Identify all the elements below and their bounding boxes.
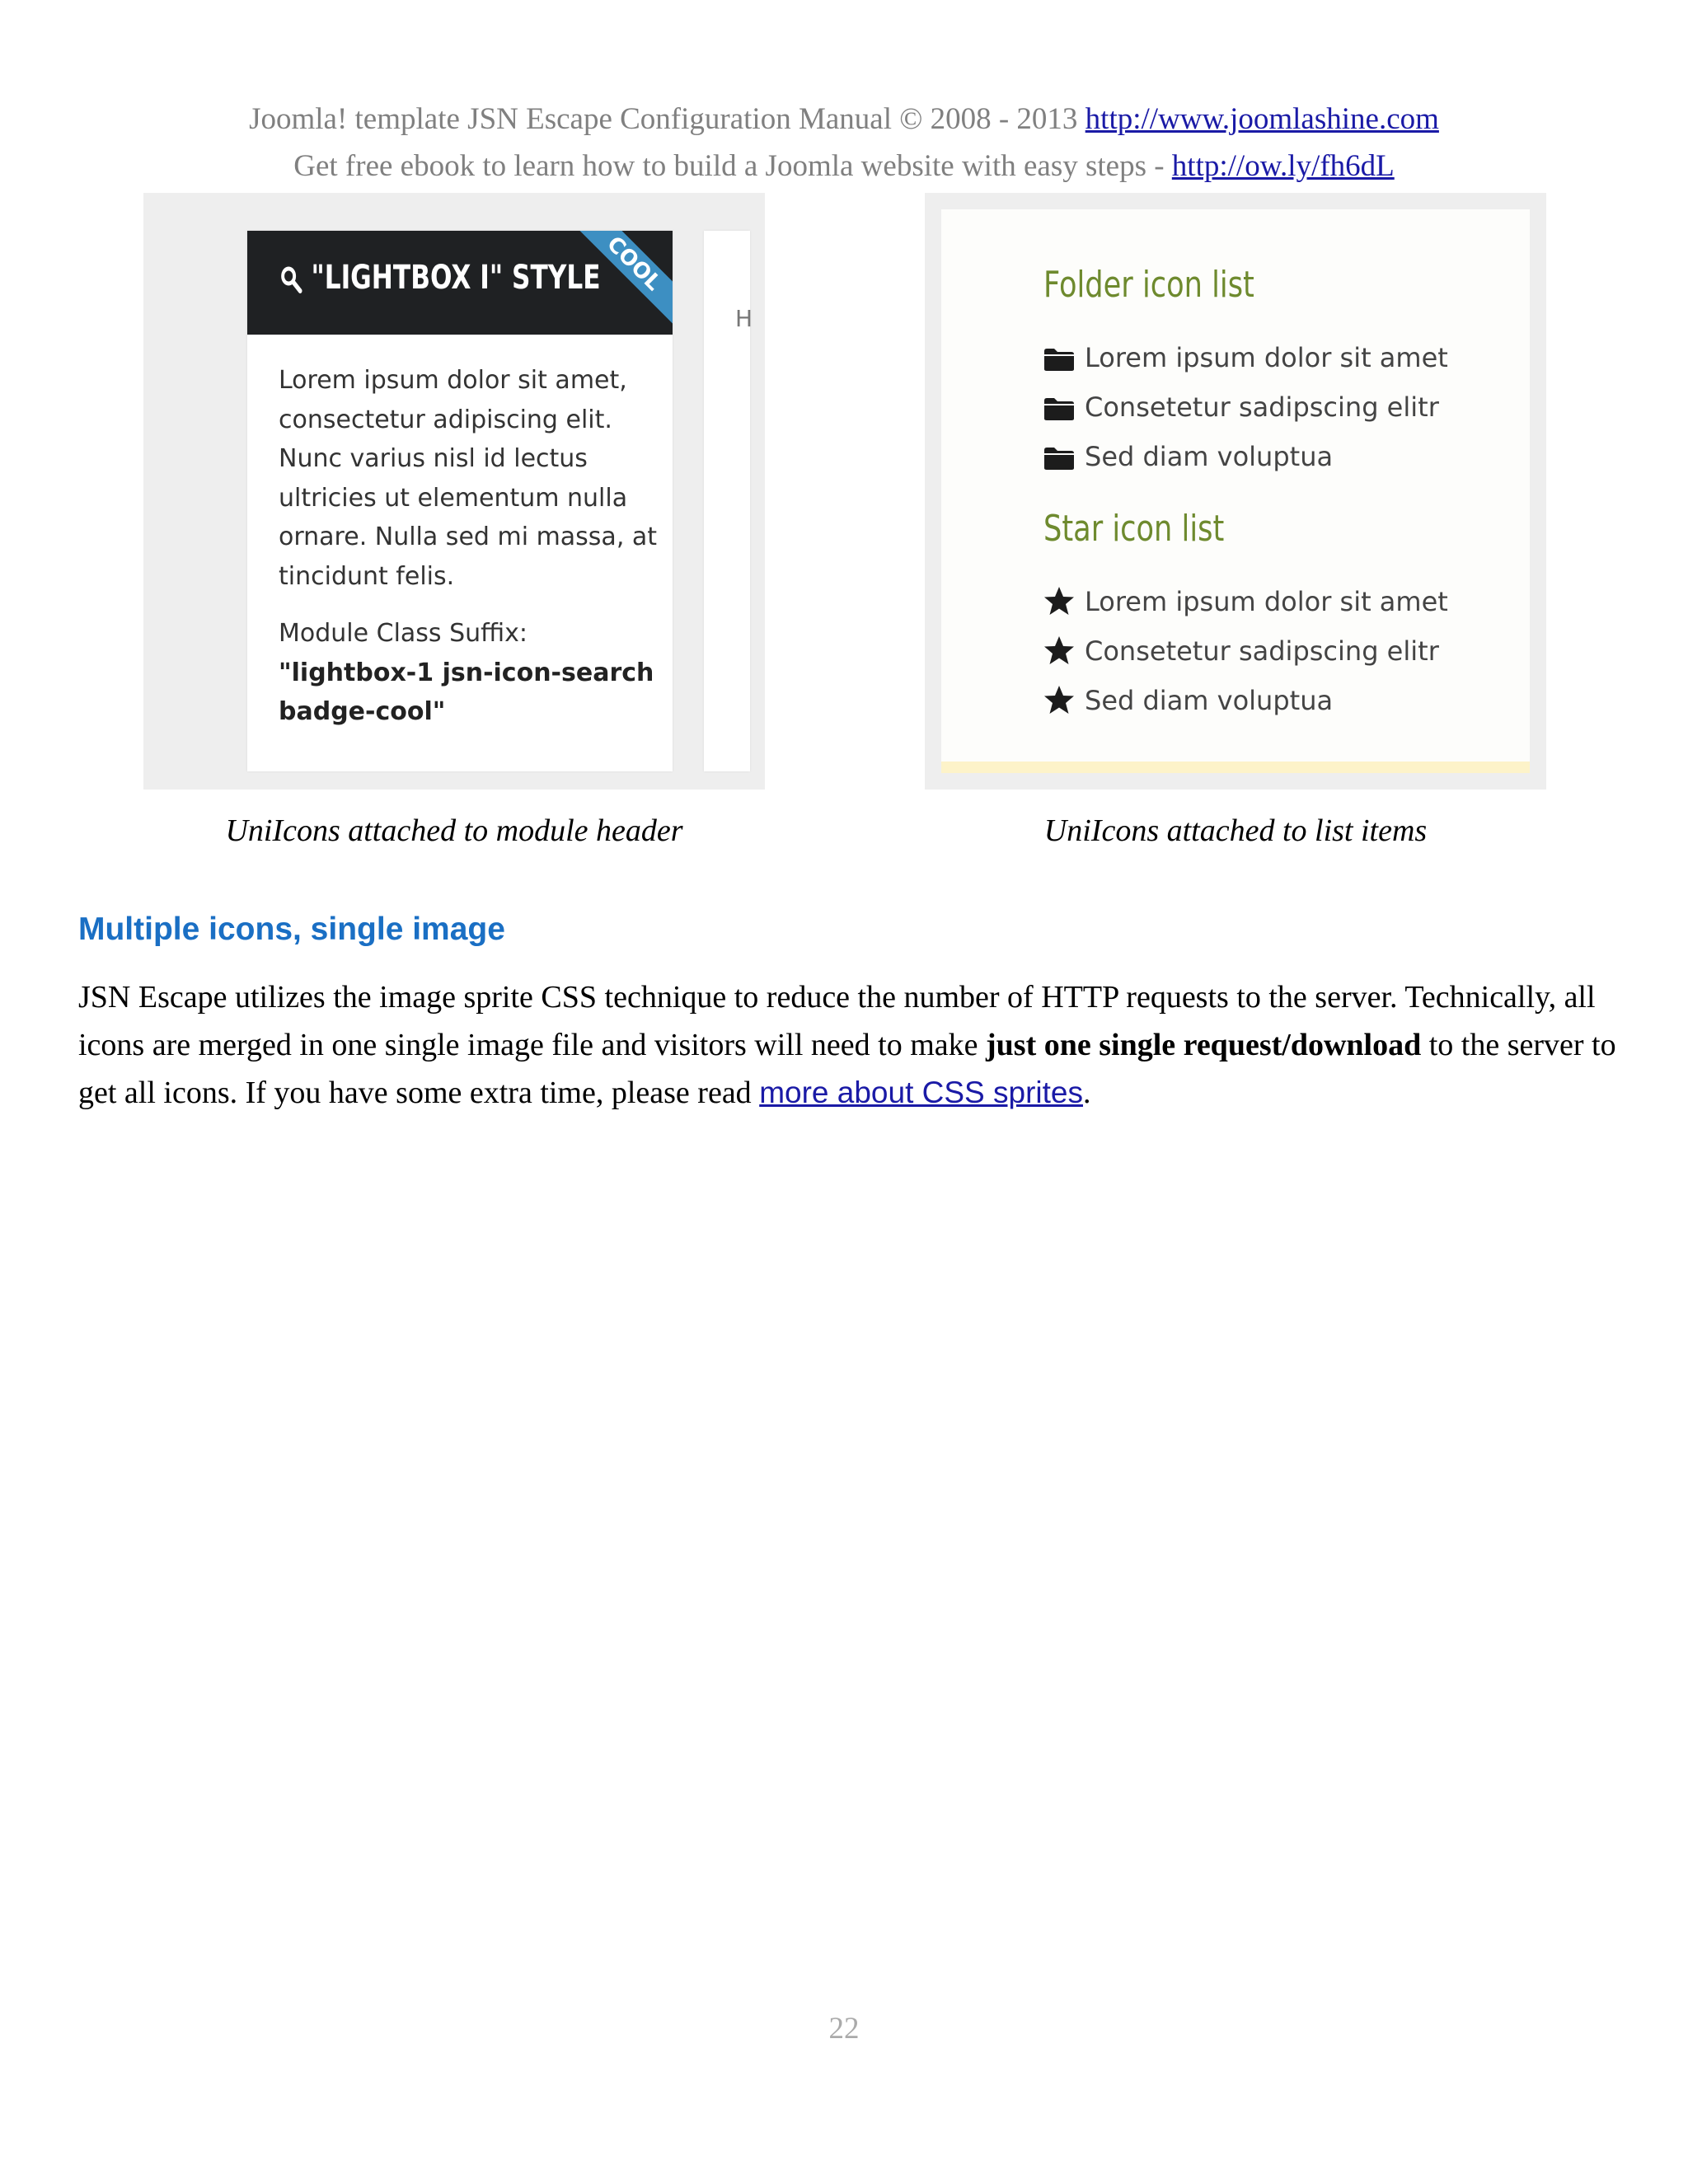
paragraph-text-2: to the server to get all icons. If you have some extra time, please read [78,1027,1616,1110]
joomlashine-link[interactable]: http://www.joomlashine.com [1085,102,1439,136]
side-card [704,231,753,771]
caption-list-items: UniIcons attached to list items [1043,813,1428,848]
folder-item-label: Lorem ipsum dolor sit amet [1085,342,1448,373]
module-title-text: "LIGHTBOX I" STYLE [311,259,601,297]
module-suffix-value: "lightbox-1 jsn-icon-search badge-cool" [279,658,654,726]
star-item-label: Consetetur sadipscing elitr [1085,635,1439,667]
search-icon [280,259,311,297]
list-item [1043,391,1448,440]
caption-module-header: UniIcons attached to module header [225,813,683,848]
header-line-2-text: Get free ebook to learn how to build a Joomla website with easy steps - [293,149,1172,183]
list-item [1043,684,1448,733]
list-item [1043,440,1448,490]
list-item [1043,635,1448,684]
paragraph-text-1: JSN Escape utilizes the image sprite CSS technique to reduce the number of HTTP requests to the server. Technically, all icons are merged in one single image file and visitors will need to make [78,980,1596,1062]
star-item-label: Lorem ipsum dolor sit amet [1085,586,1448,617]
body-paragraph [78,974,1628,1118]
side-card-letter: H [735,305,753,332]
header-line-1-text: Joomla! template JSN Escape Configuration Manual © 2008 - 2013 [249,102,1085,136]
module-header-screenshot [143,193,765,790]
section-heading: Multiple icons, single image [78,912,505,947]
module-title [280,259,601,297]
folder-icon [1043,441,1085,472]
star-icon [1043,635,1085,667]
header-line-1 [0,96,1688,143]
module-body-text: Lorem ipsum dolor sit amet, consectetur adipiscing elit. Nunc varius nisl id lectus ultricies ut elementum nulla ornare. Nulla sed mi massa, at tincidunt felis. [279,366,658,591]
list-item [1043,341,1448,391]
star-icon-list [1043,585,1448,733]
list-card [941,209,1530,773]
module-header [247,231,673,335]
folder-icon [1043,342,1085,373]
module-suffix-label: Module Class Suffix: [279,619,528,648]
folder-icon [1043,391,1085,423]
folder-item-label: Sed diam voluptua [1085,441,1334,472]
header-line-2 [0,143,1688,190]
page-header [0,96,1688,190]
cool-badge: COOL [574,231,673,324]
list-items-screenshot [925,193,1546,790]
paragraph-bold-text: just one single request/download [986,1027,1422,1062]
ebook-link[interactable]: http://ow.ly/fh6dL [1171,149,1395,183]
module-card [247,231,673,771]
star-list-heading: Star icon list [1043,508,1225,550]
paragraph-end: . [1082,1076,1091,1110]
folder-list-heading: Folder icon list [1043,264,1254,306]
module-body [279,361,658,732]
css-sprites-link[interactable]: more about CSS sprites [759,1076,1083,1109]
folder-item-label: Consetetur sadipscing elitr [1085,391,1439,423]
list-item [1043,585,1448,635]
star-item-label: Sed diam voluptua [1085,685,1334,716]
folder-icon-list [1043,341,1448,490]
star-icon [1043,685,1085,716]
star-icon [1043,586,1085,617]
page-number: 22 [828,2012,860,2046]
